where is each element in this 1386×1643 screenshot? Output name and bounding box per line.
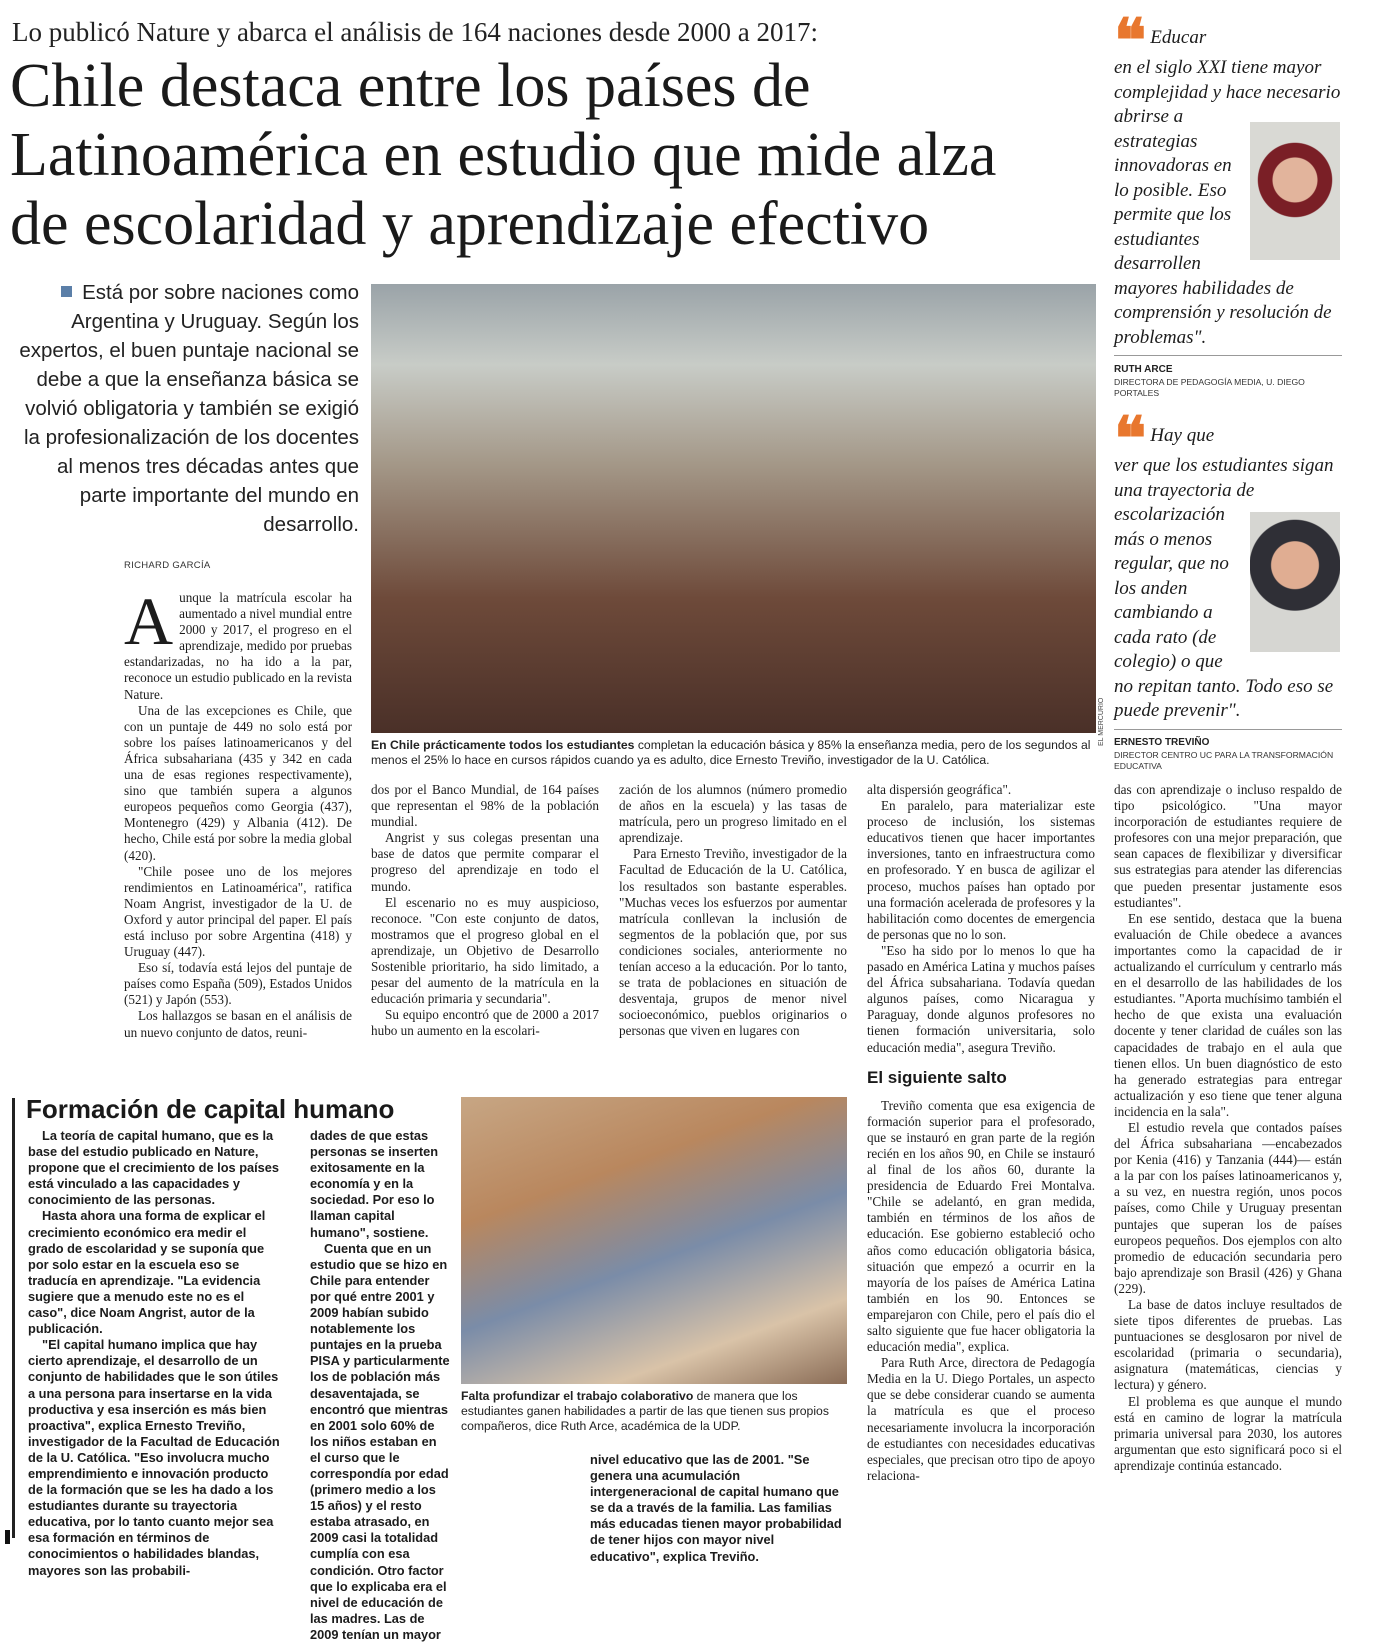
- quote-line: comprensión y resolución de: [1114, 302, 1332, 323]
- students-photo: [461, 1097, 847, 1384]
- quote-line: abrirse a: [1114, 106, 1184, 127]
- divider: [1114, 729, 1342, 730]
- paragraph: Hasta ahora una forma de explicar el crecimiento económico era medir el grado de escolaridad y se suponía que por solo estar en la escuela eso se traducía en aprendizaje. "La evidencia sugiere que a menudo este no es el caso", dice Noam Angrist, autor de la publicación.: [28, 1208, 266, 1337]
- caption-text: completan la educación básica y 85% la enseñanza media, pero de los segundos al menos el 25% lo hace en cursos rápidos cuando ya es adulto, dice Ernesto Treviño, investigador de la U. Católica.: [371, 738, 1091, 767]
- box-column-3: [590, 1452, 846, 1565]
- quote-line: innovadoras en: [1114, 155, 1232, 176]
- lead-line: Argentina y Uruguay. Según los: [71, 310, 359, 333]
- paragraph: El problema es que aunque el mundo está en camino de lograr la matrícula primaria universal para 2030, los autores argumentan que esto significará poco si el aprendizaje continúa estancado.: [1114, 1393, 1342, 1473]
- quote-line: ver que los estudiantes sigan: [1114, 455, 1334, 476]
- quote-line: Educar: [1150, 27, 1207, 48]
- paragraph: Treviño comenta que esa exigencia de formación superior para el profesorado, que se instauró en gran parte de la región recién en los años 90, en Chile se instauró al final de los años 60, durante la presidencia de Eduardo Frei Montalva. "Chile se adelantó, en gran medida, también en términos de los años de educación. Ese gobierno estableció ocho años como educación obligatoria básica, situación que empezó a ocurrir en la mayoría de los países de América Latina también en los 90. Entonces se emparejaron con Chile, pero el país dio el salto siguiente que fue hacer obligatoria la educación media", explica.: [867, 1097, 1095, 1355]
- lead-line: parte importante del mundo en: [79, 484, 359, 507]
- quote-line: problemas".: [1114, 326, 1207, 348]
- quote-line: estudiantes: [1114, 228, 1200, 250]
- quote-line: complejidad y hace necesario: [1114, 81, 1341, 103]
- paragraph: Para Ernesto Treviño, investigador de la Facultad de Educación de la U. Católica, los resultados son bastante esperables. "Muchas veces los esfuerzos por aumentar matrícula conllevan la inclusión de segmentos de la población que, por sus condiciones sociales, anteriormente no tenían acceso a la educación. Por lo tanto, se trata de poblaciones en situación de desventaja, grupos de menor nivel socioeconómico, pueblos originarios o personas que viven en lugares con: [619, 846, 847, 1039]
- subheading: El siguiente salto: [867, 1067, 1007, 1087]
- paragraph: Para Ruth Arce, directora de Pedagogía Media en la U. Diego Portales, un aspecto que se debe considerar cuando se aumenta la matrícula es que el proceso necesariamente involucra la incorporación de estudiantes con necesidades educativas especiales, que precisan otro tipo de apoyo relaciona-: [867, 1355, 1095, 1483]
- caption-lead: En Chile prácticamente todos los estudiantes: [371, 738, 635, 752]
- paragraph: "El capital humano implica que hay cierto aprendizaje, el desarrollo de un conjunto de habilidades que le son útiles a una persona para insertarse en la vida productiva y esa inserción es más bien proactiva", explica Ernesto Treviño, investigador de la Facultad de Educación de la U. Católica. "Eso involucra mucho emprendimiento e innovación producto de la formación que se les ha dado a los estudiantes durante su trayectoria educativa, por lo tanto cuanto mejor sea esa formación en términos de conocimientos o habilidades blandas, mayores son las probabili-: [28, 1337, 280, 1578]
- quote-line: colegio) o que: [1114, 651, 1223, 672]
- quote-line: lo posible. Eso: [1114, 179, 1227, 201]
- page-corner-mark: [5, 1530, 10, 1544]
- quote-role: DIRECTORA DE PEDAGOGÍA MEDIA, U. DIEGO PORTALES: [1114, 377, 1305, 398]
- lead-line: debe a que la enseñanza básica se: [36, 368, 359, 391]
- quote-line: cada rato (de: [1114, 626, 1217, 648]
- quote-line: escolarización: [1114, 504, 1225, 525]
- kicker: Lo publicó Nature y abarca el análisis de 164 naciones desde 2000 a 2017:: [12, 17, 818, 47]
- byline: RICHARD GARCÍA: [124, 560, 211, 571]
- body-column-1: [124, 583, 352, 1041]
- paragraph: unque la matrícula escolar ha aumentado a nivel mundial entre 2000 y 2017, el progreso en el aprendizaje, medido por pruebas estandarizadas, no ha ido a la par, reconoce un estudio publicado en la revista Nature.: [124, 590, 352, 702]
- divider: [1114, 355, 1342, 356]
- paragraph: Eso sí, todavía está lejos del puntaje de países como España (509), Estados Unidos (521) y Japón (553).: [124, 960, 352, 1008]
- quote-line: cambiando a: [1114, 602, 1213, 623]
- quote-line: permite que los: [1114, 204, 1232, 225]
- quote-line: mayores habilidades de: [1114, 277, 1294, 299]
- paragraph: dades de que estas personas se inserten exitosamente en la economía y en la sociedad. Por eso lo llaman capital humano", sostiene.: [310, 1128, 439, 1240]
- box-column-1: [28, 1128, 280, 1579]
- quote-line: los anden: [1114, 577, 1188, 599]
- quote-line: en el siglo XXI tiene mayor: [1114, 57, 1322, 78]
- paragraph: Cuenta que en un estudio que se hizo en Chile para entender por qué entre 2001 y 2009 habían subido notablemente los puntajes en la prueba PISA y particularmente los de población más desaventajada, se encontró que mientras en 2001 solo 60% de los niños estaban en el curso que le correspondía por edad (primero medio a los 15 años) y el resto estaba atrasado, en 2009 casi la totalidad cumplía con esa condición. Otro factor que lo explicaba era el nivel de educación de las madres. Las de 2009 tenían un mayor: [310, 1240, 450, 1642]
- portrait-ruth-arce: [1250, 122, 1340, 260]
- quote-mark-icon: ❝: [1114, 6, 1147, 76]
- paragraph: das con aprendizaje o incluso respaldo de tipo psicológico. "Una mayor incorporación de estudiantes requiere de profesores con una mejor preparación, que sean capaces de flexibilizar y diversificar sus estrategias para atender las diferencias que pueden presentar justamente esos estudiantes".: [1114, 782, 1342, 910]
- paragraph: En ese sentido, destaca que la buena evaluación de Chile obedece a avances importantes como la capacidad de ir actualizando el currículum y centrarlo más en el desarrollo de las habilidades de los estudiantes. "Aporta muchísimo también el hecho de que exista una evaluación docente y tener claridad de cuáles son las capacidades de trabajo en el aula que tienen ellos. Un buen diagnóstico de esto ha generado estrategias para entregar actualización y eso tiene que tener alguna incidencia en la sala".: [1114, 910, 1342, 1119]
- paragraph: "Eso ha sido por lo menos lo que ha pasado en América Latina y muchos países del África subsahariana. Todavía quedan algunos países, como Nicaragua y Paraguay, donde algunos profesores no tienen formación universitaria, solo educación media", asegura Treviño.: [867, 942, 1095, 1055]
- paragraph: zación de los alumnos (número promedio de años en la escuela) y las tasas de matrícula, pero un progreso limitado en el aprendizaje.: [619, 782, 847, 846]
- lead-line: la profesionalización de los docentes: [23, 426, 359, 449]
- quote-line: estrategias: [1114, 130, 1198, 152]
- paragraph: La teoría de capital humano, que es la base del estudio publicado en Nature, propone que el crecimiento de los países está vinculado a las capacidades y conocimiento de las personas.: [28, 1128, 280, 1208]
- classroom-photo: [371, 284, 1096, 733]
- paragraph: Su equipo encontró que de 2000 a 2017 hubo un aumento en la escolari-: [371, 1007, 599, 1039]
- box-accent-bar: [12, 1098, 15, 1538]
- quote-line: no repitan tanto. Todo eso se: [1114, 675, 1334, 697]
- paragraph: La base de datos incluye resultados de siete tipos diferentes de pruebas. Las puntuaciones se desglosaron por nivel de escolaridad (primaria o secundaria), asignatura (matemáticas, ciencias y lectura) y género.: [1114, 1297, 1342, 1393]
- quote-mark-icon: ❝: [1114, 404, 1147, 474]
- bullet-square-icon: [61, 286, 72, 297]
- headline-line-1: Chile destaca entre los países de: [10, 52, 811, 120]
- quote-name: ERNESTO TREVIÑO: [1114, 737, 1210, 748]
- paragraph: Una de las excepciones es Chile, que con un puntaje de 449 no solo está por sobre los países latinoamericanos y del África subsahariana (435 y 342 en cada una de esas regiones respectivamente), sino que también supera a algunos europeos pequeños como Georgia (437), Montenegro (429) y Albania (412). De hecho, Chile está por sobre la media global (420).: [124, 702, 352, 863]
- headline: [10, 52, 1100, 259]
- lead-deck: [14, 278, 359, 539]
- headline-line-2: Latinoamérica en estudio que mide alza: [10, 121, 997, 189]
- lead-line: desarrollo.: [263, 513, 359, 536]
- box-title: Formación de capital humano: [26, 1094, 395, 1124]
- photo-credit: EL MERCURIO: [1098, 697, 1105, 746]
- paragraph: Angrist y sus colegas presentan una base de datos que permite comparar el progreso del aprendizaje en todo el mundo.: [371, 830, 599, 894]
- quote-line: regular, que no: [1114, 553, 1229, 574]
- main-photo-caption: [371, 738, 1096, 768]
- body-column-4: [867, 782, 1095, 1484]
- paragraph: nivel educativo que las de 2001. "Se genera una acumulación intergeneracional de capital humano que se da a través de la familia. Las familias más educadas tienen mayor probabilidad de tener hijos con mayor nivel educativo", explica Treviño.: [590, 1452, 842, 1564]
- kids-photo-caption: [461, 1389, 847, 1434]
- body-column-5: [1114, 782, 1342, 1474]
- paragraph: alta dispersión geográfica".: [867, 782, 1012, 797]
- paragraph: dos por el Banco Mundial, de 164 países que representan el 98% de la población mundial.: [371, 782, 599, 830]
- caption-lead: Falta profundizar el trabajo colaborativo: [461, 1389, 694, 1403]
- quote-line: Hay que: [1150, 425, 1215, 446]
- lead-line: expertos, el buen puntaje nacional se: [19, 339, 359, 362]
- paragraph: Los hallazgos se basan en el análisis de un nuevo conjunto de datos, reuni-: [124, 1008, 352, 1040]
- lead-line: volvió obligatoria y también se exigió: [25, 397, 359, 420]
- headline-line-3: de escolaridad y aprendizaje efectivo: [10, 190, 930, 258]
- quote-line: una trayectoria de: [1114, 479, 1255, 501]
- quote-line: más o menos: [1114, 528, 1213, 550]
- lead-line: al menos tres décadas antes que: [57, 455, 359, 478]
- paragraph: En paralelo, para materializar este proceso de inclusión, los sistemas educativos tienen que hacer importantes inversiones, tanto en infraestructura como en profesorado. Y en busca de agilizar el proceso, muchos países han optado por una formación acelerada de profesores y la habilitación como docentes de emergencia de personas que no lo son.: [867, 798, 1095, 942]
- quote-line: puede prevenir".: [1114, 700, 1241, 721]
- paragraph: "Chile posee uno de los mejores rendimientos en Latinoamérica", ratifica Noam Angrist, investigador de la U. de Oxford y autor principal del paper. El país está incluso por sobre Argentina (418) y Uruguay (447).: [124, 863, 352, 960]
- quote-name: RUTH ARCE: [1114, 364, 1173, 375]
- caption-text: de manera que los estudiantes ganen habilidades a partir de las que tienen sus propios compañeros, dice Ruth Arce, académica de la UDP.: [461, 1389, 829, 1433]
- quote-line: desarrollen: [1114, 253, 1201, 274]
- box-column-2: [310, 1128, 450, 1643]
- drop-cap: A: [124, 583, 174, 659]
- quote-role: DIRECTOR CENTRO UC PARA LA TRANSFORMACIÓN EDUCATIVA: [1114, 750, 1334, 771]
- portrait-ernesto-trevino: [1250, 512, 1340, 652]
- body-column-3: [619, 782, 847, 1040]
- lead-line: Está por sobre naciones como: [82, 281, 359, 304]
- paragraph: El escenario no es muy auspicioso, reconoce. "Con este conjunto de datos, mostramos que el progreso global en el aprendizaje, un Objetivo de Desarrollo Sostenible prioritario, ha sido limitado, a pesar del aumento de la matrícula en la educación primaria y secundaria".: [371, 894, 599, 1007]
- body-column-2: [371, 782, 599, 1040]
- paragraph: El estudio revela que contados países del África subsahariana —encabezados por Kenia (416) y Tanzania (444)— están a la par con los países latinoamericanos y, a su vez, en nuestra región, unos pocos países, como Chile y Uruguay presentan puntajes que superan los de países europeos pequeños. Dos ejemplos con alto promedio de educación secundaria pero bajo aprendizaje son Brasil (426) y Ghana (229).: [1114, 1119, 1342, 1296]
